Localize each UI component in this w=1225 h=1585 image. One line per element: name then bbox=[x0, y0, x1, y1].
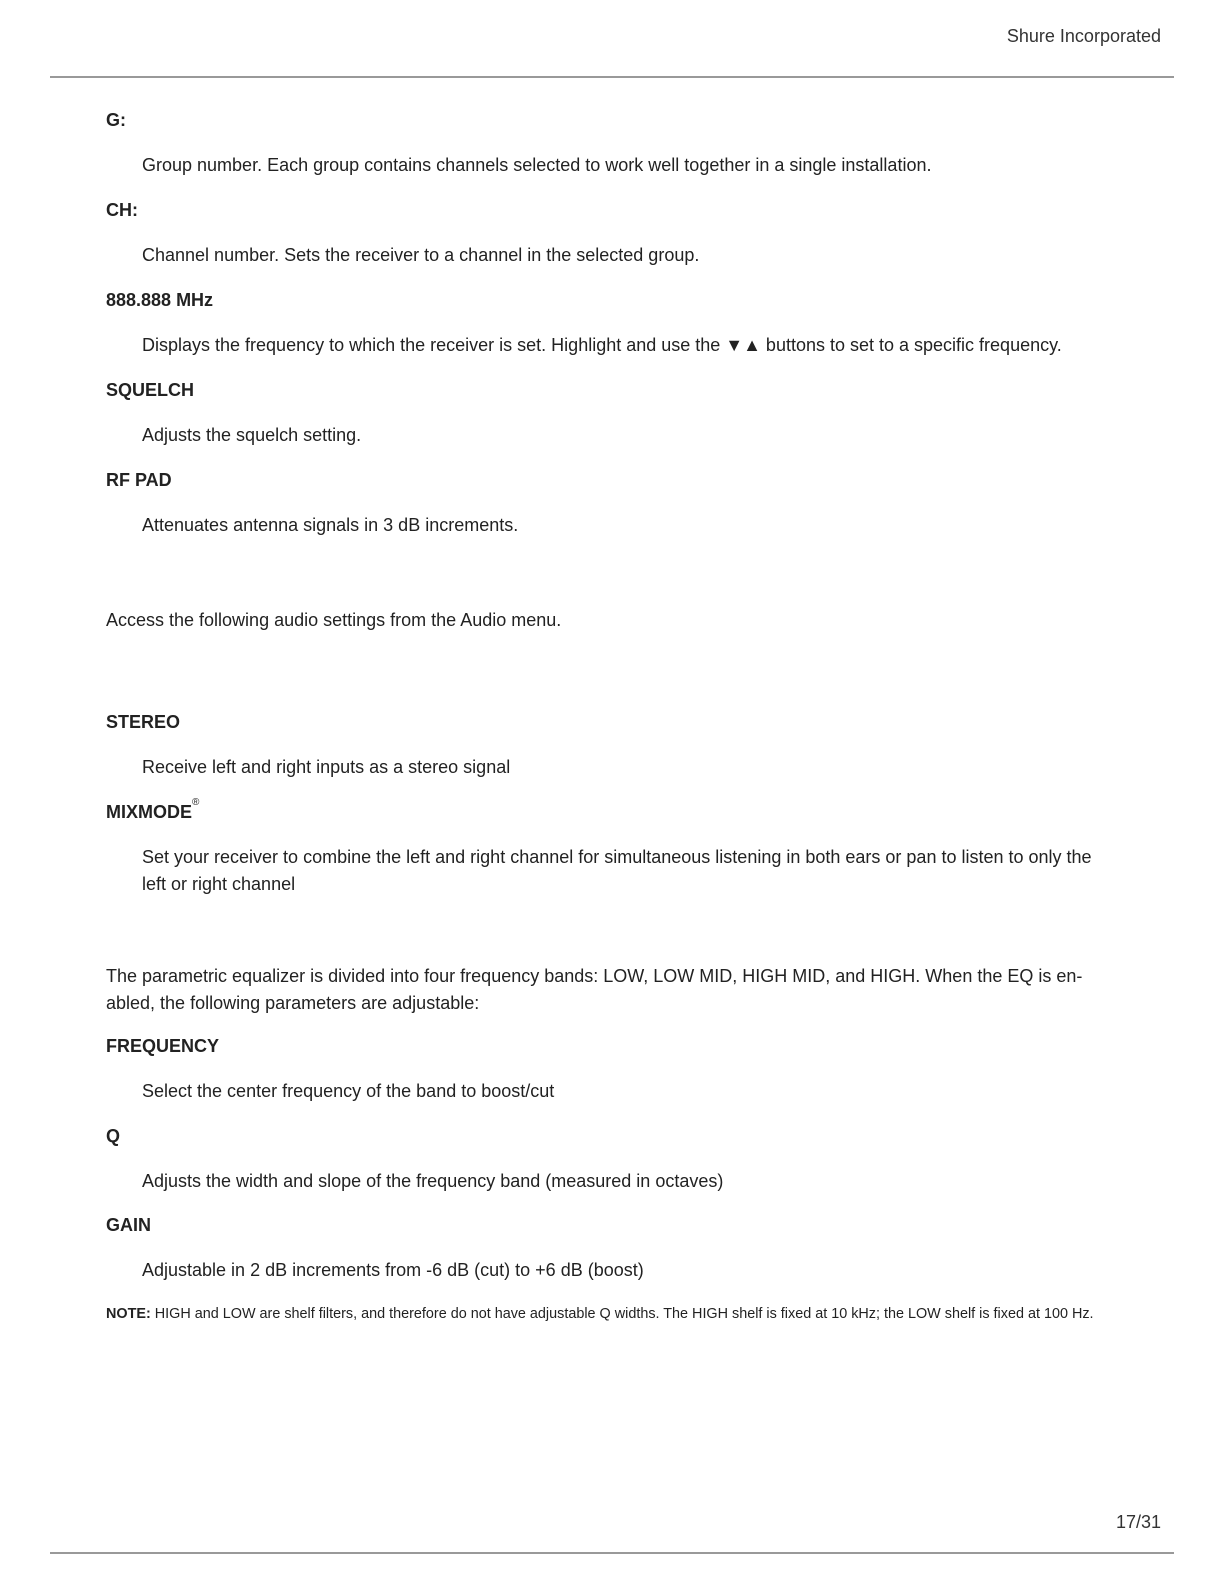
term-eq-q: Q bbox=[106, 1126, 121, 1146]
term-group: G: bbox=[106, 110, 126, 130]
page-number: 17/31 bbox=[1115, 1512, 1161, 1532]
desc-eq-frequency: Select the center frequency of the band to boost/cut bbox=[142, 1081, 555, 1101]
note-text: HIGH and LOW are shelf filters, and therefore do not have adjustable Q widths. The HIGH shelf is fixed at 10 kHz; the LOW shelf is fixed at 100 Hz. bbox=[150, 1306, 1094, 1322]
desc-mixmode-line-2: left or right channel bbox=[142, 874, 296, 894]
desc-group: Group number. Each group contains channels selected to work well together in a single installation. bbox=[142, 155, 932, 175]
desc-rf-pad: Attenuates antenna signals in 3 dB increments. bbox=[142, 515, 519, 535]
desc-frequency-display: Displays the frequency to which the receiver is set. Highlight and use the ▼▲ buttons to set to a specific frequency. bbox=[142, 335, 1062, 355]
desc-channel: Channel number. Sets the receiver to a channel in the selected group. bbox=[142, 245, 700, 265]
desc-eq-gain: Adjustable in 2 dB increments from -6 dB (cut) to +6 dB (boost) bbox=[142, 1260, 644, 1280]
term-mixmode bbox=[106, 797, 200, 823]
desc-mixmode-line-1: Set your receiver to combine the left and right channel for simultaneous listening in both ears or pan to listen to only the bbox=[142, 847, 1092, 867]
term-squelch: SQUELCH bbox=[106, 380, 195, 400]
desc-mixmode bbox=[142, 844, 1092, 898]
note bbox=[106, 1306, 1094, 1322]
page-header-company: Shure Incorporated bbox=[1006, 26, 1161, 46]
eq-intro-line-1: The parametric equalizer is divided into four frequency bands: LOW, LOW MID, HIGH MID, and HIGH. When the EQ is en- bbox=[106, 966, 1083, 986]
term-stereo: STEREO bbox=[106, 712, 181, 732]
registered-mark: ® bbox=[192, 797, 200, 808]
eq-intro bbox=[106, 963, 1082, 1017]
term-rf-pad: RF PAD bbox=[106, 470, 172, 490]
term-frequency-display: 888.888 MHz bbox=[106, 290, 214, 310]
term-mixmode-label: MIXMODE bbox=[106, 802, 193, 822]
desc-squelch: Adjusts the squelch setting. bbox=[142, 425, 362, 445]
audio-intro: Access the following audio settings from the Audio menu. bbox=[106, 610, 562, 630]
desc-stereo: Receive left and right inputs as a stereo signal bbox=[142, 757, 511, 777]
header-rule bbox=[50, 76, 1174, 78]
footer-rule bbox=[50, 1552, 1174, 1554]
note-label: NOTE: bbox=[106, 1306, 151, 1322]
term-eq-frequency: FREQUENCY bbox=[106, 1036, 220, 1056]
desc-eq-q: Adjusts the width and slope of the frequency band (measured in octaves) bbox=[142, 1171, 724, 1191]
term-channel: CH: bbox=[106, 200, 138, 220]
term-eq-gain: GAIN bbox=[106, 1215, 151, 1235]
eq-intro-line-2: abled, the following parameters are adjustable: bbox=[106, 993, 480, 1013]
